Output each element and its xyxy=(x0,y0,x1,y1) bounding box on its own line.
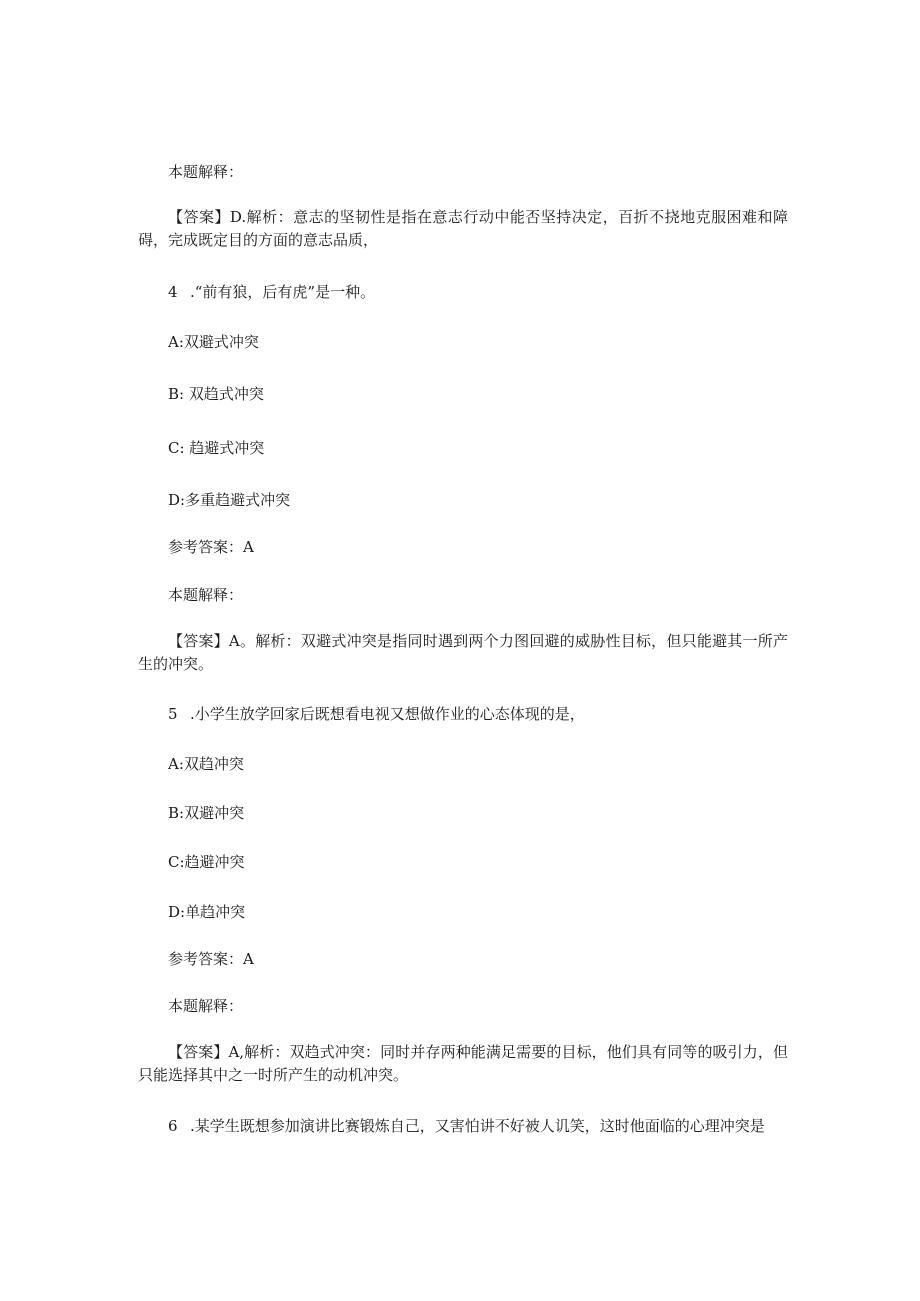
q5-explanation-label: 本题解释： xyxy=(168,997,244,1015)
q4-option-c: C: 趋避式冲突 xyxy=(168,439,265,457)
q6-number: 6 xyxy=(168,1117,178,1135)
q4-option-b: B: 双趋式冲突 xyxy=(168,385,264,403)
q4-reference-label: 参考答案： xyxy=(168,538,244,556)
q5-reference-answer xyxy=(168,949,254,969)
q5-question xyxy=(168,704,585,724)
q4-option-a: A:双避式冲突 xyxy=(168,333,259,351)
q5-option-a: A:双趋冲突 xyxy=(168,755,244,773)
q5-text: .小学生放学回家后既想看电视又想做作业的心态体现的是， xyxy=(190,705,585,723)
q6-text: .某学生既想参加演讲比赛锻炼自己，又害怕讲不好被人讥笑，这时他面临的心理冲突是 xyxy=(190,1117,765,1135)
q5-number: 5 xyxy=(168,705,178,723)
q5-explanation: 【答案】A,解析：双趋式冲突：同时并存两种能满足需要的目标，他们具有同等的吸引力，但只能选择其中之一时所产生的动机冲突。 xyxy=(138,1043,788,1084)
q6-question xyxy=(168,1116,765,1136)
q5-answer: A xyxy=(243,950,254,968)
q4-explanation: 【答案】A。解析：双避式冲突是指同时遇到两个力图回避的威胁性目标，但只能避其一所产生的冲突。 xyxy=(138,632,788,673)
q3-explanation-label: 本题解释： xyxy=(168,163,244,181)
q5-option-c: C:趋避冲突 xyxy=(168,853,245,871)
q4-option-d: D:多重趋避式冲突 xyxy=(168,491,291,509)
q4-reference-answer xyxy=(168,537,254,557)
q5-reference-label: 参考答案： xyxy=(168,950,244,968)
q4-answer: A xyxy=(243,538,254,556)
q3-explanation: 【答案】D.解析：意志的坚韧性是指在意志行动中能否坚持决定，百折不挠地克服困难和障碍，完成既定目的方面的意志品质， xyxy=(138,208,788,249)
q4-explanation-label: 本题解释： xyxy=(168,586,244,604)
q5-option-b: B:双避冲突 xyxy=(168,804,245,822)
q4-number: 4 xyxy=(168,283,178,301)
q5-option-d: D:单趋冲突 xyxy=(168,903,246,921)
q4-text: .“前有狼，后有虎”是一种。 xyxy=(190,283,376,301)
q4-question xyxy=(168,282,375,302)
